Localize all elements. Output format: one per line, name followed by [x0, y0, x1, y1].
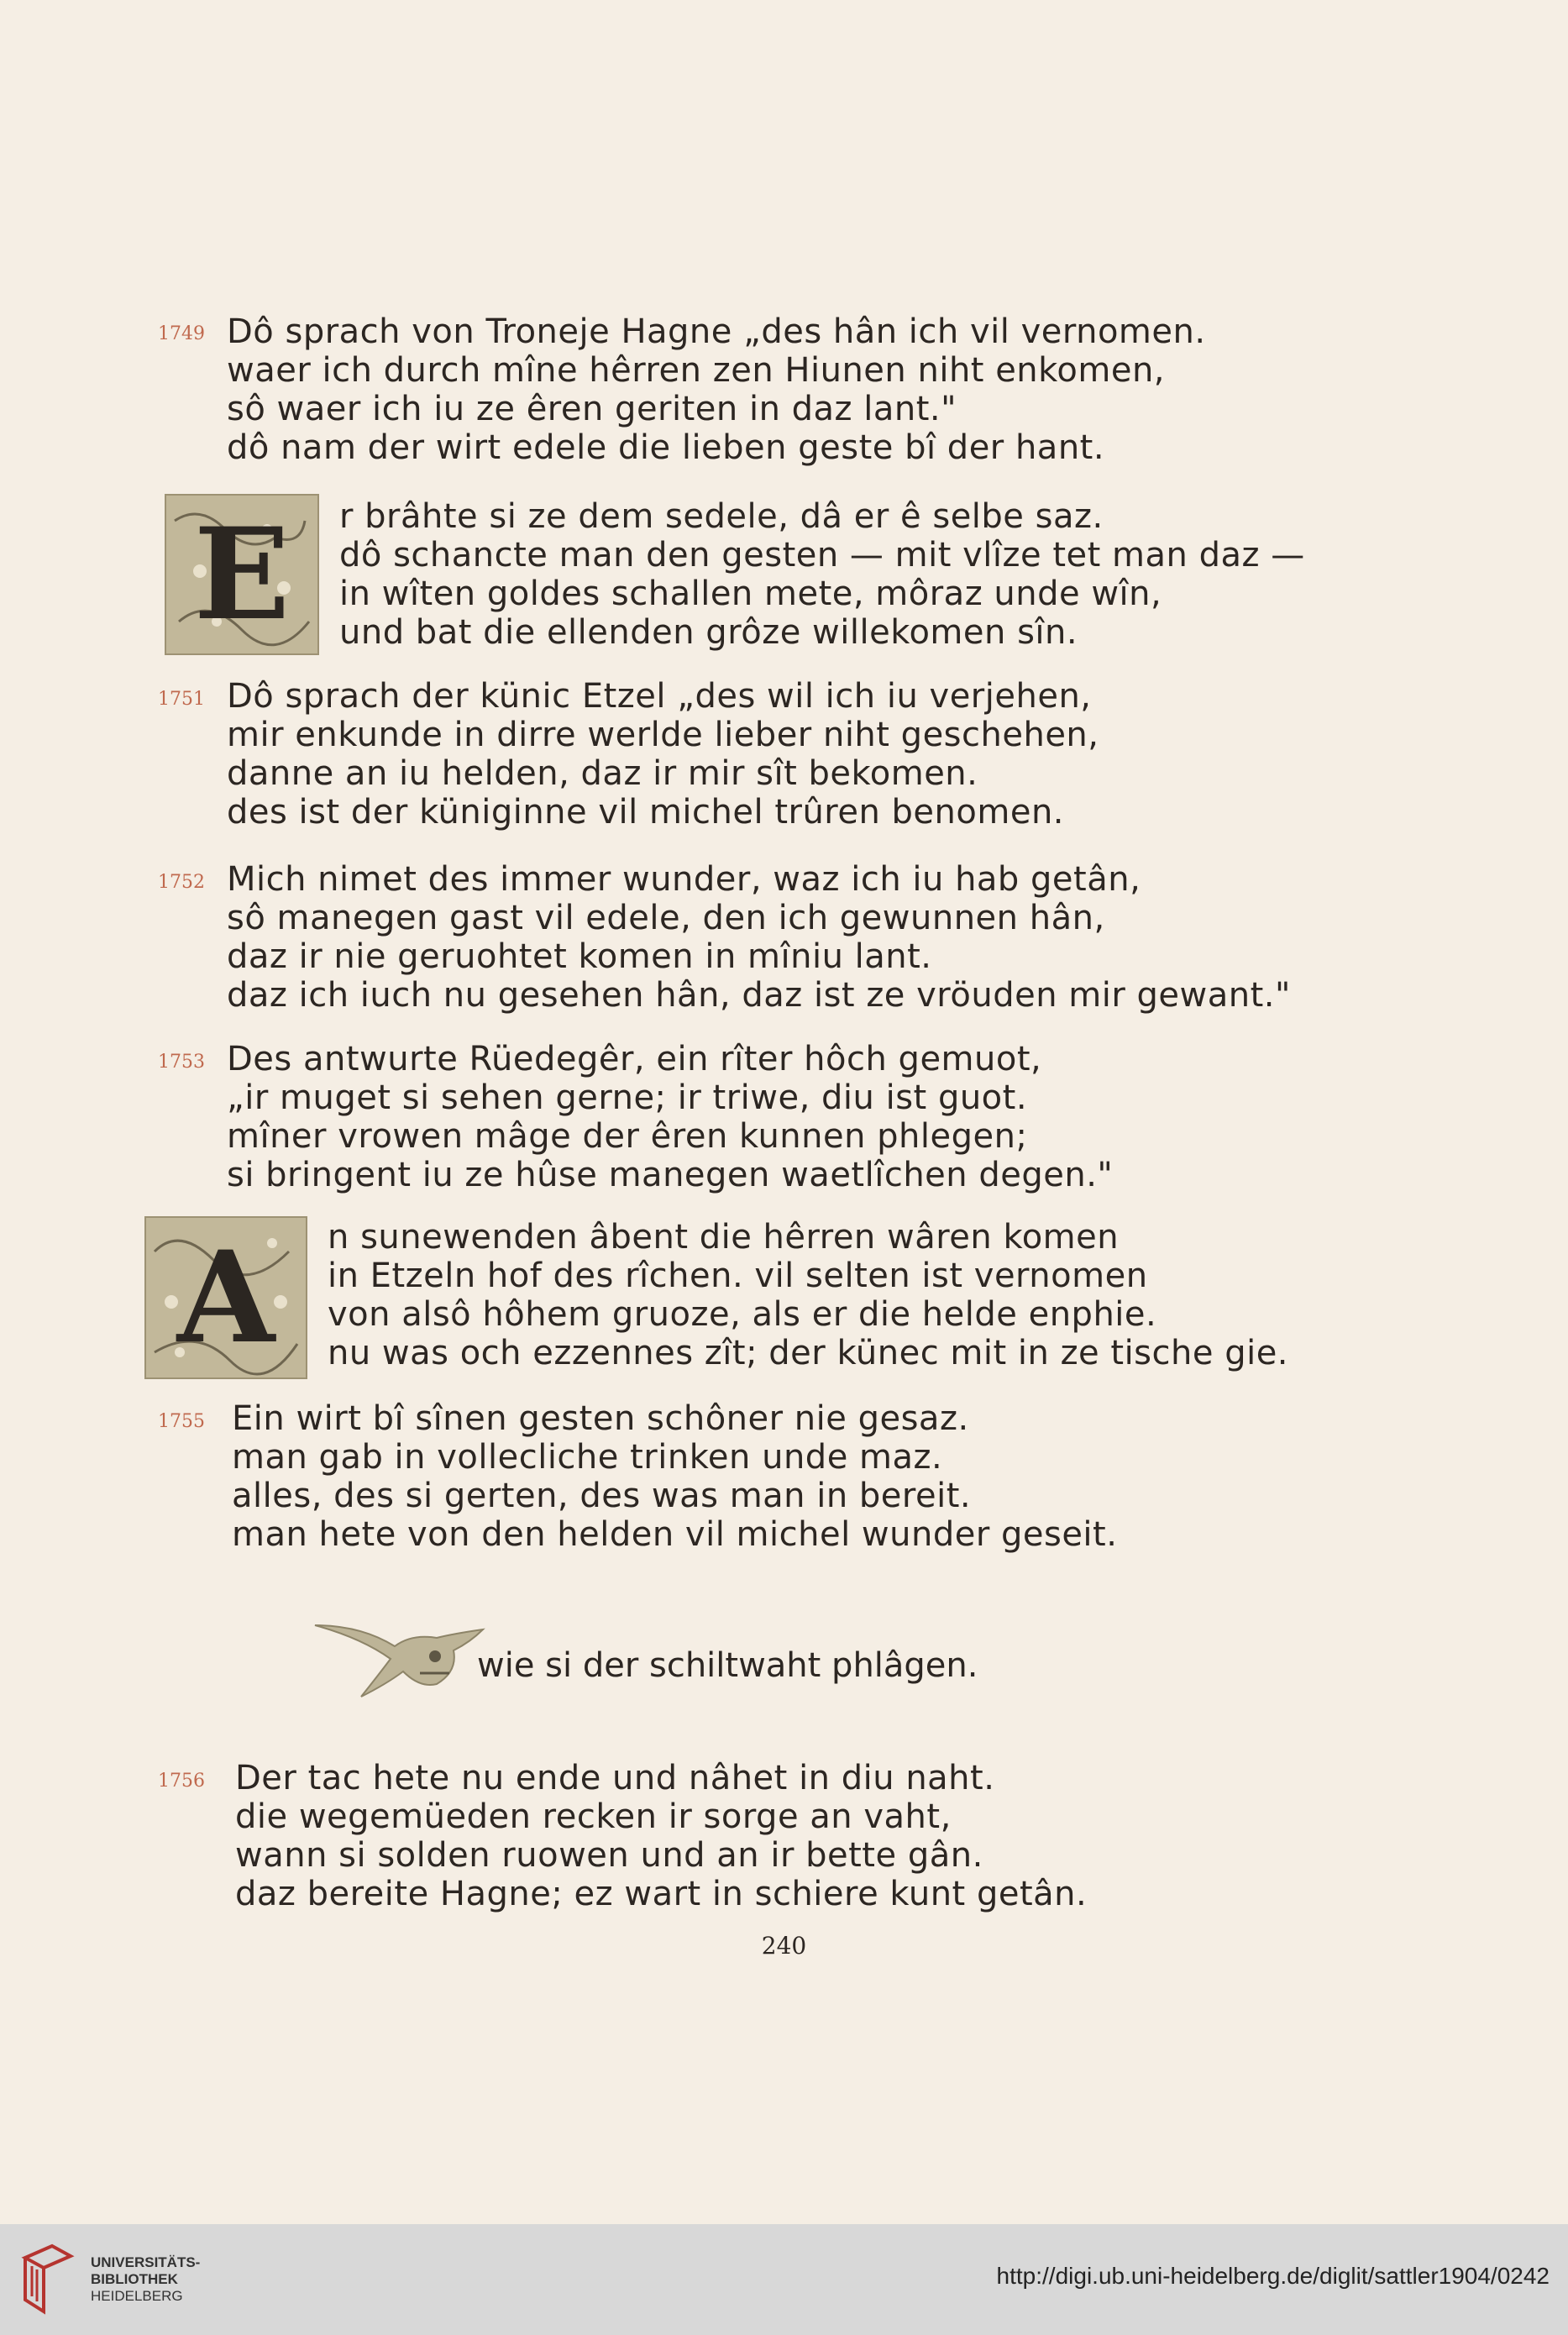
verse-line: in wîten goldes schallen mete, môraz unde wîn, [339, 575, 1162, 613]
verse-line: danne an iu helden, daz ir mir sît bekomen. [227, 754, 978, 793]
stanza-number: 1753 [158, 1052, 205, 1073]
verse-line: dô schancte man den gesten — mit vlîze tet man daz — [339, 536, 1305, 575]
stanza [235, 1759, 1087, 1913]
verse-line: mîner vrowen mâge der êren kunnen phlegen; [227, 1117, 1028, 1156]
stanza [227, 312, 1206, 467]
library-name-line: HEIDELBERG [91, 2288, 183, 2304]
verse-line: Der tac hete nu ende und nâhet in diu naht. [235, 1759, 995, 1797]
library-logo-icon [18, 2241, 77, 2317]
winged-skull-icon [311, 1613, 487, 1705]
verse-line: man hete von den helden vil michel wunder geseit. [232, 1515, 1118, 1554]
library-name-line: BIBLIOTHEK [91, 2271, 178, 2287]
page-number: 240 [761, 1932, 807, 1960]
stanza-number: 1752 [158, 872, 205, 893]
library-name-line: UNIVERSITÄTS- [91, 2254, 201, 2270]
verse-line: „ir muget si sehen gerne; ir triwe, diu ist guot. [227, 1078, 1028, 1117]
verse-line: si bringent iu ze hûse manegen waetlîchen degen." [227, 1156, 1114, 1194]
permalink-url[interactable]: http://digi.ub.uni-heidelberg.de/diglit/sattler1904/0242 [996, 2263, 1550, 2289]
verse-line: Mich nimet des immer wunder, waz ich iu hab getân, [227, 860, 1141, 899]
section-heading: wie si der schiltwaht phlâgen. [477, 1646, 978, 1685]
stanza [227, 860, 1291, 1015]
verse-line: Ein wirt bî sînen gesten schôner nie gesaz. [232, 1399, 969, 1438]
stanza [232, 1399, 1117, 1554]
library-name [91, 2254, 200, 2305]
verse-line: Dô sprach von Troneje Hagne „des hân ich vil vernomen. [227, 312, 1206, 351]
verse-line: n sunewenden âbent die hêrren wâren komen [328, 1218, 1120, 1257]
verse-line: man gab in vollecliche trinken unde maz. [232, 1438, 943, 1477]
verse-line: r brâhte si ze dem sedele, dâ er ê selbe saz. [339, 497, 1104, 536]
stanza [227, 677, 1099, 832]
verse-line: des ist der küniginne vil michel trûren benomen. [227, 793, 1065, 832]
verse-line: die wegemüeden recken ir sorge an vaht, [235, 1797, 952, 1836]
verse-line: daz bereite Hagne; ez wart in schiere kunt getân. [235, 1875, 1088, 1913]
verse-line: waer ich durch mîne hêrren zen Hiunen niht enkomen, [227, 351, 1166, 390]
verse-line: Des antwurte Rüedegêr, ein rîter hôch gemuot, [227, 1040, 1042, 1078]
verse-line: und bat die ellenden grôze willekomen sîn. [339, 613, 1078, 652]
drop-cap-letter: A [176, 1224, 275, 1372]
drop-cap-e [165, 494, 319, 655]
verse-line: sô manegen gast vil edele, den ich gewunnen hân, [227, 899, 1105, 937]
stanza [328, 1218, 1288, 1372]
stanza [227, 1040, 1113, 1194]
verse-line: dô nam der wirt edele die lieben geste bî der hant. [227, 428, 1105, 467]
verse-line: mir enkunde in dirre werlde lieber niht geschehen, [227, 716, 1099, 754]
stanza-number: 1749 [158, 323, 205, 344]
verse-line: in Etzeln hof des rîchen. vil selten ist vernomen [328, 1257, 1148, 1295]
stanza-number: 1756 [158, 1771, 205, 1792]
drop-cap-a [144, 1216, 307, 1379]
verse-line: nu was och ezzennes zît; der künec mit in ze tische gie. [328, 1334, 1289, 1372]
verse-line: alles, des si gerten, des was man in bereit. [232, 1477, 972, 1515]
verse-line: wann si solden ruowen und an ir bette gân. [235, 1836, 983, 1875]
stanza [339, 497, 1305, 652]
verse-line: daz ich iuch nu gesehen hân, daz ist ze vröuden mir gewant." [227, 976, 1291, 1015]
verse-line: daz ir nie geruohtet komen in mîniu lant. [227, 937, 932, 976]
verse-line: Dô sprach der künic Etzel „des wil ich iu verjehen, [227, 677, 1092, 716]
verse-line: von alsô hôhem gruoze, als er die helde enphie. [328, 1295, 1157, 1334]
footer-bar [0, 2224, 1568, 2335]
drop-cap-letter: E [193, 501, 291, 648]
verse-line: sô waer ich iu ze êren geriten in daz lant." [227, 390, 957, 428]
stanza-number: 1751 [158, 689, 205, 710]
stanza-number: 1755 [158, 1411, 205, 1432]
